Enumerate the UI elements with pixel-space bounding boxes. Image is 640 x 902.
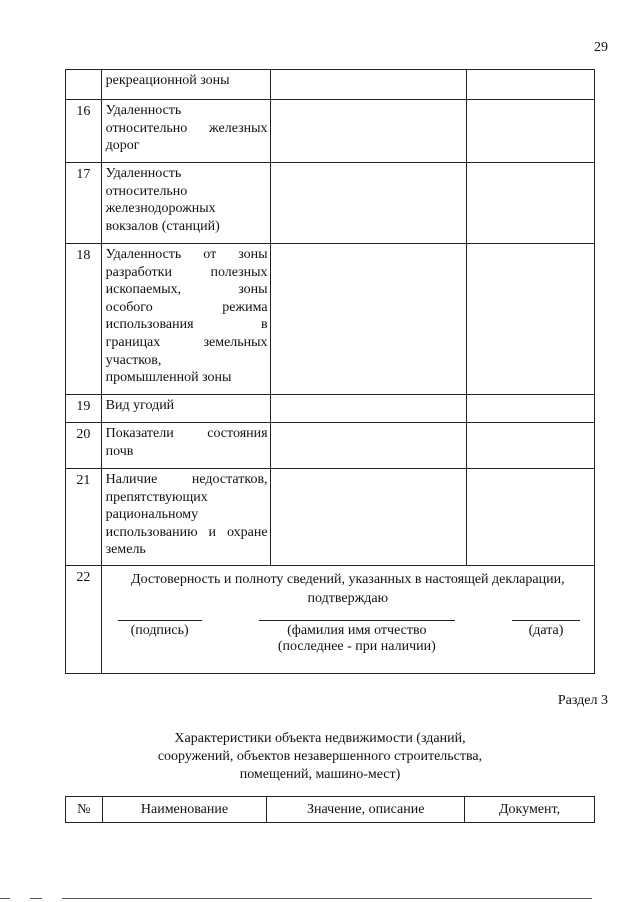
row-label-line: ископаемых, зоны (105, 282, 268, 298)
document-cell (466, 395, 594, 423)
row-label-line: границах земельных (105, 334, 268, 350)
signature-block (102, 620, 594, 661)
row-label (101, 163, 270, 244)
row-label-line: промышленной зоны (105, 370, 232, 386)
row-label-line: препятствующих (105, 489, 208, 505)
row-label (101, 395, 270, 423)
row-label-line: железнодорожных (105, 201, 216, 217)
document-cell (466, 423, 594, 469)
row-label-line: разработки полезных (105, 264, 268, 280)
row-label-line: использования в (105, 317, 268, 333)
value-cell (270, 395, 466, 423)
row-number: 21 (66, 469, 102, 566)
page-number: 29 (594, 40, 608, 55)
full-name-field (259, 620, 455, 655)
row-label-line: относительно (105, 183, 188, 199)
table-row (66, 395, 595, 423)
scan-edge-mark (30, 898, 42, 899)
row-number: 17 (66, 163, 102, 244)
row-label-line: почв (105, 443, 134, 459)
heading-line: Характеристики объекта недвижимости (зданий, (174, 731, 466, 746)
row-label-line: использованию и охране (105, 524, 268, 540)
row-number: 20 (66, 423, 102, 469)
full-name-line (259, 620, 455, 621)
document-cell (466, 163, 594, 244)
section-title: Раздел 3 (557, 693, 608, 708)
value-cell (270, 163, 466, 244)
row-label-line: участков, (105, 352, 162, 368)
document-cell (466, 100, 594, 163)
signature-field (118, 620, 202, 655)
value-cell (270, 100, 466, 163)
value-cell (270, 70, 466, 100)
row-label-line: Вид угодий (105, 398, 175, 413)
value-cell (270, 423, 466, 469)
document-cell (466, 244, 594, 395)
heading-line: помещений, машино-мест) (239, 767, 401, 782)
date-line (512, 620, 580, 621)
date-field (512, 620, 580, 655)
row-number: 18 (66, 244, 102, 395)
declaration-table (65, 69, 595, 674)
row-number (66, 70, 102, 100)
row-label-line: Удаленность (105, 103, 182, 118)
full-name-caption: (фамилия имя отчество (287, 623, 427, 638)
scan-edge-mark (62, 898, 592, 899)
table-row (66, 244, 595, 395)
row-label-line: рациональному (105, 507, 199, 523)
row-label (101, 100, 270, 163)
row-label (101, 423, 270, 469)
scan-edge-mark (0, 898, 10, 899)
table-row (66, 163, 595, 244)
row-label-line: Показатели состояния (105, 426, 268, 441)
row-label-line: Удаленность (105, 166, 182, 181)
header-cell-value: Значение, описание (267, 797, 465, 823)
value-cell (270, 469, 466, 566)
row-number: 22 (66, 566, 102, 674)
row-label-line: рекреационной зоны (105, 73, 230, 88)
header-cell-number: № (66, 797, 103, 823)
row-label-line: земель (105, 542, 146, 558)
row-number: 19 (66, 395, 102, 423)
row-label-line: Удаленность от зоны (105, 247, 268, 262)
confirmation-text: Достоверность и полноту сведений, указанных в настоящей декларации, подтверждаю (131, 572, 565, 606)
header-cell-document: Документ, (465, 797, 595, 823)
row-label-line: Наличие недостатков, (105, 472, 268, 487)
table-row (66, 566, 595, 674)
header-cell-name: Наименование (102, 797, 267, 823)
table-row (66, 423, 595, 469)
section-heading (140, 730, 500, 784)
table-row (66, 100, 595, 163)
row-label (101, 244, 270, 395)
row-label-line: вокзалов (станций) (105, 218, 220, 234)
document-cell (466, 70, 594, 100)
row-label-line: относительно железных (105, 120, 268, 136)
table-header-row (66, 797, 595, 823)
confirmation-cell (101, 566, 594, 674)
date-caption: (дата) (528, 623, 564, 638)
signature-line (118, 620, 202, 621)
table-row (66, 469, 595, 566)
row-label (101, 70, 270, 100)
full-name-note: (последнее - при наличии) (277, 639, 436, 654)
value-cell (270, 244, 466, 395)
row-number: 16 (66, 100, 102, 163)
heading-line: сооружений, объектов незавершенного строительства, (157, 749, 483, 764)
document-cell (466, 469, 594, 566)
row-label (101, 469, 270, 566)
signature-caption: (подпись) (130, 623, 189, 638)
row-label-line: особого режима (105, 299, 268, 315)
row-label-line: дорог (105, 138, 140, 154)
section3-table (65, 796, 595, 823)
table-row (66, 70, 595, 100)
